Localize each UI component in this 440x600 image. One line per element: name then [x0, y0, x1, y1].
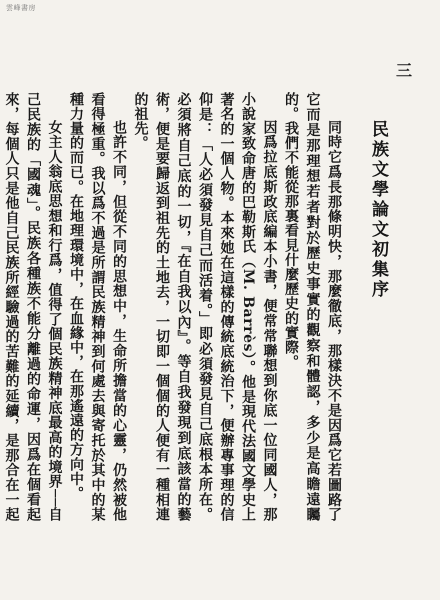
paragraph: 也許不同，但從不同的思想中，生命所擔當的心靈，仍然被他看得極重。我以爲不過是所謂民族精神到何處去與寄托於其中的某種力量的而已。在地理環境中，在血緣中，在那遙遠的方向中。	[68, 92, 127, 522]
paragraph: 女主人翁底思想和行爲，值得了個民族精神底最高的境界──自己民族的「國魂」。民族各種族不能分離過的命運，因爲在個看起來，每個人只是他自己民族所經驗過的苦難的延續，是那合在一起	[3, 92, 63, 522]
body-text	[3, 92, 344, 522]
page-title: 民族文學論文初集序	[368, 120, 388, 300]
scan-watermark: 雲峰書房	[6, 4, 36, 12]
page-number: 三	[396, 61, 413, 80]
paragraph: 同時它爲長那條明快，那麼徹底，那樣決不是因爲它若圖路了它而是那理想若者對於歷史事實的觀察和體認，多少是高瞻遠矚的。我們不能從那裏看見什麼歷史的實際。	[283, 92, 342, 522]
paragraph: 因爲拉底斯政底編本小書，便常常聯想到你底一位同國人，那小說家致命唐的巴勒斯氏（M. Barrès）。他是現代法國文學史上著名的一個人物。本來她在這樣的傳統底統治下，便辦專事理的信仰是：「人必須發見自己而活着。」即必須發見自己底根本所在。必須將自己底的一切，『在自我以內』。等自我發現到底該當的藝術，便是要歸返到祖先的土地去，一切即一個個的人便有一種相連的祖先。	[132, 92, 278, 522]
